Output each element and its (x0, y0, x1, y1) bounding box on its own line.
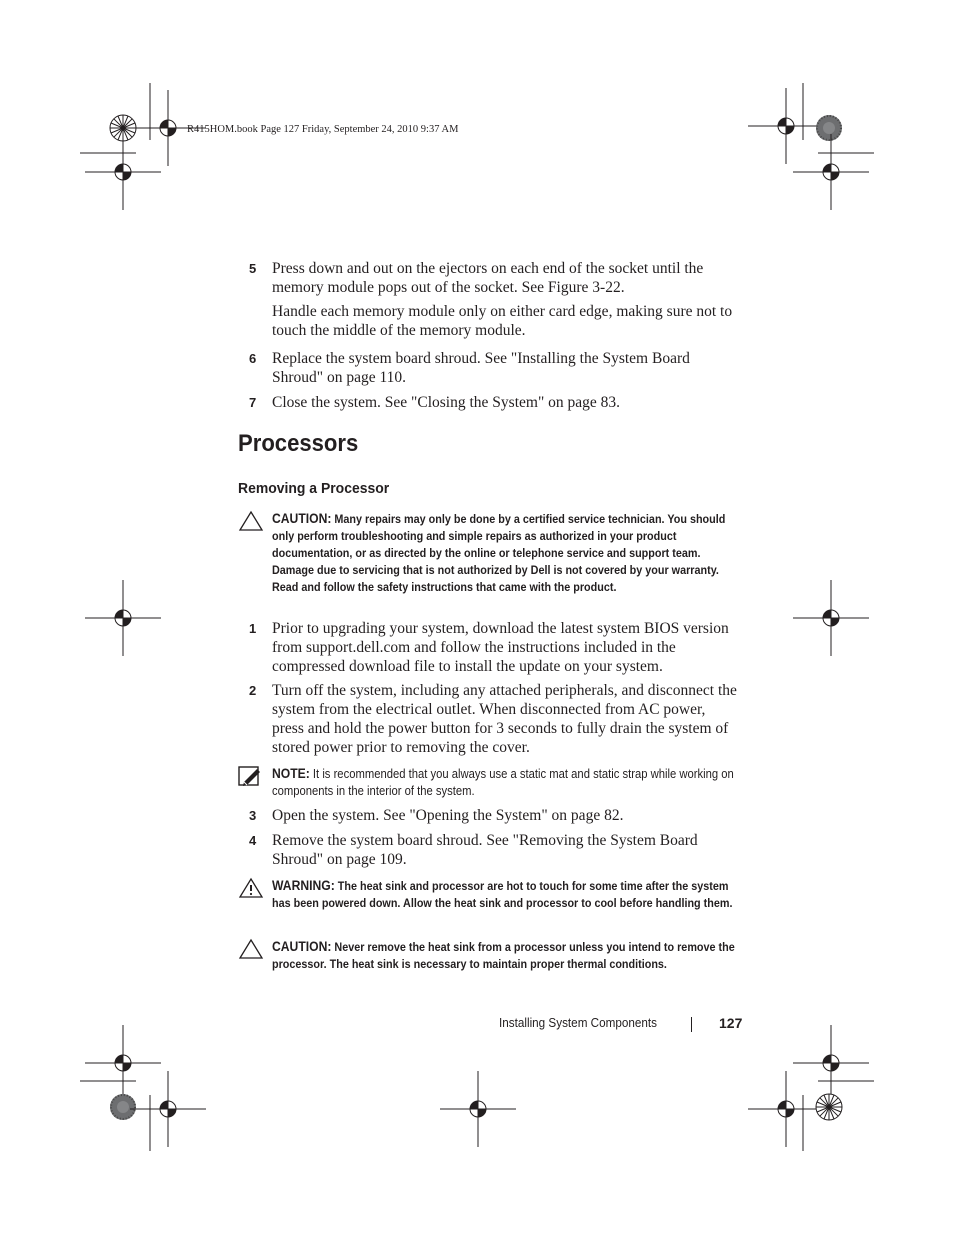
step-item (238, 349, 738, 387)
step-item (238, 393, 738, 412)
step-item (238, 259, 738, 297)
registration-cross-mark (793, 1025, 869, 1101)
caution-notice (238, 938, 738, 973)
section-title: Processors (238, 430, 359, 457)
step-item (238, 619, 738, 676)
step-text: Press down and out on the ejectors on each end of the socket until the memory module pops out of the socket. See Figure 3-22. (272, 260, 704, 296)
caution-label: CAUTION: (272, 939, 332, 954)
note-pencil-icon (238, 765, 262, 787)
note-notice (238, 765, 738, 800)
registration-cross-mark (130, 1071, 206, 1147)
registration-gray-mark (816, 115, 842, 141)
step-text: Replace the system board shroud. See "Installing the System Board Shroud" on page 110. (272, 350, 690, 386)
step-note-paragraph: Handle each memory module only on either card edge, making sure not to touch the middle of the memory module. (272, 303, 733, 339)
subsection-title: Removing a Processor (238, 480, 390, 497)
caution-notice (238, 510, 738, 596)
step-text: Remove the system board shroud. See "Removing the System Board Shroud" on page 109. (272, 832, 698, 868)
step-item (238, 806, 738, 825)
step-number: 7 (249, 395, 257, 410)
step-number: 2 (249, 683, 257, 698)
warning-label: WARNING: (272, 878, 335, 893)
registration-cross-mark (793, 134, 869, 210)
step-text: Close the system. See "Closing the System" on page 83. (272, 394, 621, 411)
caution-text: Many repairs may only be done by a certified service technician. You should only perform troubleshooting and simple repairs as authorized in your product documentation, or as directed by the online or telephone service and support team. Damage due to servicing that is not authorized by Dell is not covered by your warranty. Read and follow the safety instructions that came with the product. (272, 512, 726, 594)
caution-label: CAUTION: (272, 511, 332, 526)
step-item (238, 681, 738, 757)
warning-icon (238, 877, 264, 899)
step-item (238, 831, 738, 869)
step-text: Turn off the system, including any attached peripherals, and disconnect the system from the electrical outlet. When disconnected from AC power, press and hold the power button for 3 seconds to fully drain the system of stored power prior to removing the cover. (272, 682, 737, 756)
note-text: It is recommended that you always use a static mat and static strap while working on components in the interior of the system. (272, 767, 734, 798)
step-number: 4 (249, 833, 257, 848)
caution-icon (238, 510, 264, 532)
footer-divider (691, 1017, 692, 1032)
warning-notice (238, 877, 738, 912)
support-link[interactable]: support.dell.com (306, 639, 411, 656)
registration-cross-mark (748, 88, 824, 164)
step-number: 1 (249, 621, 257, 636)
registration-cross-mark (85, 134, 161, 210)
page-number: 127 (719, 1015, 743, 1031)
step-number: 6 (249, 351, 257, 366)
warning-text: The heat sink and processor are hot to touch for some time after the system has been powered down. Allow the heat sink and processor to cool before handling them. (272, 879, 733, 910)
registration-gray-mark (110, 1094, 136, 1120)
registration-cross-mark (748, 1071, 824, 1147)
registration-cross-mark (85, 1025, 161, 1101)
step-text: Prior to upgrading your system, download the latest system BIOS version from support.dell.com and follow the instructions included in the compressed download file to install the update on your system. (272, 620, 729, 675)
registration-cross-mark (440, 1071, 516, 1147)
registration-cross-mark (85, 580, 161, 656)
registration-star-mark (816, 1094, 842, 1120)
note-label: NOTE: (272, 766, 310, 781)
footer-section-name: Installing System Components (499, 1015, 658, 1030)
caution-icon (238, 938, 264, 960)
step-number: 3 (249, 808, 257, 823)
caution-text: Never remove the heat sink from a processor unless you intend to remove the processor. The heat sink is necessary to maintain proper thermal conditions. (272, 940, 735, 971)
registration-cross-mark (793, 580, 869, 656)
step-number: 5 (249, 261, 257, 276)
print-slug: R415HOM.book Page 127 Friday, September 24, 2010 9:37 AM (187, 124, 459, 135)
step-text: Open the system. See "Opening the System" on page 82. (272, 807, 624, 824)
